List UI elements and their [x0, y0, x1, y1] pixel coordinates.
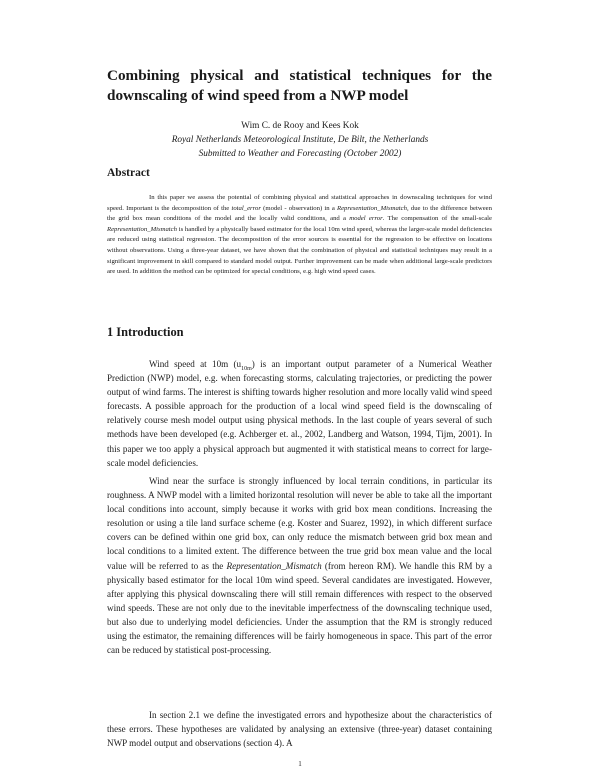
submission-note: Submitted to Weather and Forecasting (October 2002): [198, 149, 402, 159]
intro-paragraph-2: [107, 474, 492, 657]
intro-text: (from hereon RM). We handle this RM by a physically based estimator for the local 10m wind speed. Several candidates are investigated. However, after applying this physical downscaling there will still remain differences with respect to the observed wind speeds. These are not only due to the inevitable imperfectness of the downscaling technique used, but also due to underlying model deficiencies. Under the assumption that the RM is strongly reduced using the estimator, the remaining differences will be fairly homogeneous in space. This part of the error can be reduced by statistical post-processing.: [107, 560, 492, 656]
intro-paragraph-1: [107, 357, 492, 470]
abstract-text: is handled by a physically based estimator for the local 10m wind speed, whereas the larger-scale model deficiencies are reduced using statistical regression. The decomposition of the error sources is essential for the regression to be effective on locations without observations. Using a three-year dataset, we have shown that the combination of physical and statistical techniques may result in a significant improvement in skill compared to standard model output. Further improvement can be made when additional large-scale predictors are used. In addition the method can be optimized for special conditions, e.g. high wind speed cases.: [107, 225, 492, 276]
paper-authors: Wim C. de Rooy and Kees Kok: [241, 121, 359, 131]
abstract-text: , due to the difference between the grid box mean conditions of the model and the locally valid conditions, and a: [107, 204, 492, 223]
intro-paragraph-3: In section 2.1 we define the investigated errors and hypothesize about the characteristics of these errors. These hypotheses are validated by analysing an extensive (three-year) dataset containing NWP model output and observations (section 4). A: [107, 710, 492, 749]
paper-title: Combining physical and statistical techniques for the downscaling of wind speed from a NWP model: [107, 67, 492, 104]
abstract-heading: Abstract: [107, 167, 150, 179]
author-affiliation: Royal Netherlands Meteorological Institute, De Bilt, the Netherlands: [171, 135, 429, 145]
intro-text: ) is an important output parameter of a Numerical Weather Prediction (NWP) model, e.g. when forecasting storms, calculating trajectories, or predicting the power output of wind farms. The interest is shifting towards higher resolution and more locally valid wind speed forecasts. A possible approach for the production of a local wind speed field is the downscaling of relatively course mesh model output using physical methods. In the last couple of years several of such methods have been developed (e.g. Achberger et. al., 2002, Landberg and Watson, 1994, Tijm, 2001). In this paper we too apply a physical approach but augmented it with statistical means to correct for large-scale model deficiencies.: [107, 359, 492, 468]
intro-text: Wind near the surface is strongly influenced by local terrain conditions, in particular its roughness. A NWP model with a limited horizontal resolution will never be able to take all the important local conditions into account, simply because it works with grid box mean conditions. Increasing the resolution or using a tile land surface scheme (e.g. Koster and Suarez, 1992), in which different surface covers can be defined within one grid box, can only reduce the mismatch between grid box mean and local conditions to a limited extent. The difference between the true grid box mean value and the local value will be referred to as the: [107, 476, 492, 571]
page-number: 1: [298, 760, 302, 768]
abstract-term-total-error: total_error: [231, 204, 261, 212]
intro-term-representation-mismatch: Representation_Mismatch: [226, 560, 322, 571]
abstract-term-representation-mismatch: Representation_Mismatch: [107, 225, 177, 233]
u10m-subscript: 10m: [241, 365, 252, 372]
abstract-paragraph: [107, 193, 492, 278]
abstract-term-model-error: model error: [349, 215, 383, 223]
abstract-text: In this paper we assess the potential of combining physical and statistical approaches in downscaling techniques for wind speed. Important is the decomposition of the: [107, 194, 492, 212]
abstract-text: . The compensation of the small-scale: [382, 215, 492, 223]
abstract-term-representation-mismatch: Representation_Mismatch: [337, 204, 407, 212]
intro-text: Wind speed at 10m (u: [149, 359, 242, 369]
abstract-text: (model - observation) in a: [260, 204, 337, 212]
introduction-heading: 1 Introduction: [107, 325, 184, 339]
